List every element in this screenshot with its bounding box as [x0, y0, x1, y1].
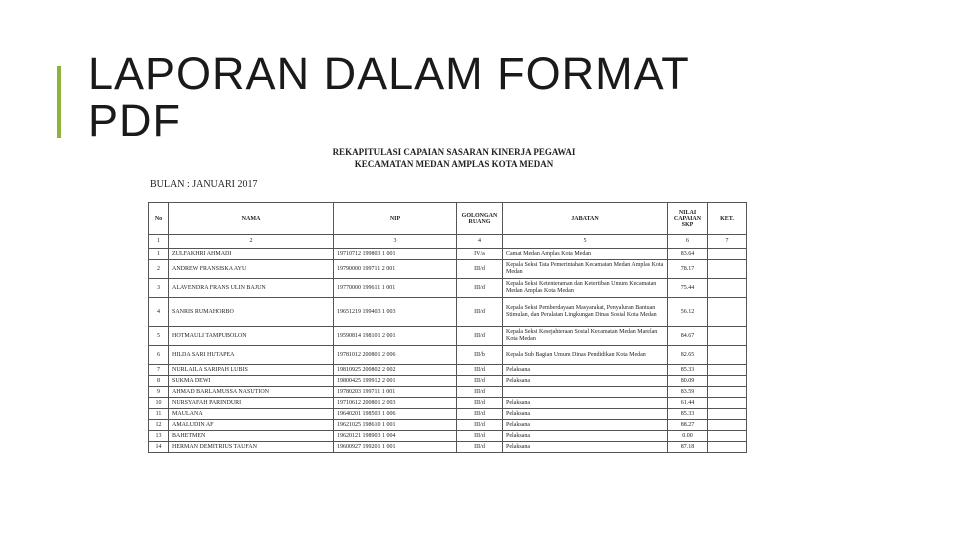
- employee-position: Pelaksana: [503, 442, 668, 453]
- row-number: 14: [149, 442, 169, 453]
- skp-score: 61.44: [668, 398, 708, 409]
- employee-nip: 19780203 199711 1 001: [334, 387, 457, 398]
- remark: [708, 409, 747, 420]
- employee-rank: III/d: [457, 420, 503, 431]
- remark: [708, 327, 747, 346]
- skp-score: 56.12: [668, 298, 708, 327]
- table-row: [149, 346, 747, 365]
- table-row: [149, 298, 747, 327]
- row-number: 7: [149, 365, 169, 376]
- skp-score: 75.44: [668, 279, 708, 298]
- table-row: [149, 249, 747, 260]
- remark: [708, 398, 747, 409]
- employee-nip: 19790000 199711 2 001: [334, 260, 457, 279]
- employee-name: SUKMA DEWI: [169, 376, 334, 387]
- employee-position: Kepala Seksi Kesejahteraan Sosial Kecamatan Medan Marelan Kota Medan: [503, 327, 668, 346]
- table-row: [149, 442, 747, 453]
- employee-rank: III/d: [457, 279, 503, 298]
- table-row: [149, 387, 747, 398]
- employee-rank: III/d: [457, 431, 503, 442]
- table-row: [149, 260, 747, 279]
- row-number: 3: [149, 279, 169, 298]
- report-table: [148, 202, 747, 453]
- document-header-line2: KECAMATAN MEDAN AMPLAS KOTA MEDAN: [354, 159, 554, 169]
- employee-nip: 19710712 199803 1 001: [334, 249, 457, 260]
- row-number: 11: [149, 409, 169, 420]
- employee-name: NURSYAFAH PARINDURI: [169, 398, 334, 409]
- row-number: 1: [149, 249, 169, 260]
- skp-score: 82.65: [668, 346, 708, 365]
- employee-name: HILDA SARI HUTAPEA: [169, 346, 334, 365]
- employee-rank: III/d: [457, 442, 503, 453]
- row-number: 4: [149, 298, 169, 327]
- slide-title: LAPORAN DALAM FORMAT PDF: [88, 48, 689, 146]
- employee-nip: 19621025 198610 1 001: [334, 420, 457, 431]
- column-header: No: [149, 203, 169, 235]
- table-row: [149, 365, 747, 376]
- table-row: [149, 409, 747, 420]
- column-number: 7: [708, 235, 747, 249]
- skp-score: 78.17: [668, 260, 708, 279]
- employee-name: AHMAD BARLAMUSSA NASUTION: [169, 387, 334, 398]
- employee-position: Kepala Seksi Pemberdayaan Masyarakat, Penyaluran Bantuan Stimulan, dan Peralatan Lingkungan Dinas Sosial Kota Medan: [503, 298, 668, 327]
- column-header: NIP: [334, 203, 457, 235]
- employee-rank: III/d: [457, 365, 503, 376]
- row-number: 12: [149, 420, 169, 431]
- remark: [708, 420, 747, 431]
- employee-nip: 19710612 200801 2 003: [334, 398, 457, 409]
- table-row: [149, 279, 747, 298]
- table-row: [149, 376, 747, 387]
- employee-name: SANRIS RUMAHORBO: [169, 298, 334, 327]
- row-number: 10: [149, 398, 169, 409]
- employee-position: Pelaksana: [503, 365, 668, 376]
- employee-rank: III/d: [457, 387, 503, 398]
- employee-position: Pelaksana: [503, 431, 668, 442]
- employee-position: Pelaksana: [503, 376, 668, 387]
- employee-nip: 19781012 200801 2 006: [334, 346, 457, 365]
- row-number: 2: [149, 260, 169, 279]
- column-number: 2: [169, 235, 334, 249]
- employee-name: ANDREW FRANSISKA AYU: [169, 260, 334, 279]
- employee-position: [503, 387, 668, 398]
- employee-name: HERMAN DEMITRIUS TAUFAN: [169, 442, 334, 453]
- column-number-row: [149, 235, 747, 249]
- employee-nip: 19590814 198101 2 001: [334, 327, 457, 346]
- employee-nip: 19651219 199403 1 003: [334, 298, 457, 327]
- row-number: 9: [149, 387, 169, 398]
- employee-position: Kepala Seksi Ketenteraman dan Ketertiban Umum Kecamatan Medan Amplas Kota Medan: [503, 279, 668, 298]
- employee-rank: III/d: [457, 298, 503, 327]
- employee-name: ALAVENDRA FRANS ULIN BAJUN: [169, 279, 334, 298]
- table-header-row: [149, 203, 747, 235]
- skp-score: 84.67: [668, 327, 708, 346]
- employee-position: Pelaksana: [503, 409, 668, 420]
- employee-nip: 19770000 199611 1 001: [334, 279, 457, 298]
- skp-score: 0.00: [668, 431, 708, 442]
- row-number: 13: [149, 431, 169, 442]
- employee-position: Kepala Sub Bagian Umum Dinas Pendidikan Kota Medan: [503, 346, 668, 365]
- remark: [708, 298, 747, 327]
- employee-nip: 19640201 198503 1 006: [334, 409, 457, 420]
- row-number: 6: [149, 346, 169, 365]
- column-header: NILAI CAPAIAN SKP: [668, 203, 708, 235]
- remark: [708, 249, 747, 260]
- skp-score: 85.33: [668, 365, 708, 376]
- column-header: GOLONGAN RUANG: [457, 203, 503, 235]
- employee-nip: 19810925 200802 2 002: [334, 365, 457, 376]
- remark: [708, 387, 747, 398]
- employee-rank: III/d: [457, 409, 503, 420]
- employee-rank: III/d: [457, 398, 503, 409]
- skp-score: 87.18: [668, 442, 708, 453]
- table-row: [149, 327, 747, 346]
- employee-rank: IV/a: [457, 249, 503, 260]
- row-number: 5: [149, 327, 169, 346]
- employee-rank: III/d: [457, 327, 503, 346]
- skp-score: 85.33: [668, 409, 708, 420]
- report-month: BULAN : JANUARI 2017: [150, 179, 258, 190]
- column-number: 3: [334, 235, 457, 249]
- employee-rank: III/d: [457, 376, 503, 387]
- document-header: [148, 146, 760, 170]
- employee-position: Camat Medan Amplas Kota Medan: [503, 249, 668, 260]
- skp-score: 83.59: [668, 387, 708, 398]
- column-number: 5: [503, 235, 668, 249]
- skp-score: 80.09: [668, 376, 708, 387]
- employee-name: ZULFAKHRI AHMADI: [169, 249, 334, 260]
- column-number: 1: [149, 235, 169, 249]
- employee-name: NURLAILA SARIPAH LUBIS: [169, 365, 334, 376]
- row-number: 8: [149, 376, 169, 387]
- document-header-line1: REKAPITULASI CAPAIAN SASARAN KINERJA PEGAWAI: [332, 147, 576, 157]
- title-accent-bar: [57, 66, 61, 138]
- remark: [708, 376, 747, 387]
- employee-position: Pelaksana: [503, 398, 668, 409]
- employee-nip: 19600927 199201 1 001: [334, 442, 457, 453]
- column-header: NAMA: [169, 203, 334, 235]
- employee-nip: 19620121 198903 1 004: [334, 431, 457, 442]
- employee-position: Pelaksana: [503, 420, 668, 431]
- table-row: [149, 420, 747, 431]
- remark: [708, 431, 747, 442]
- table-row: [149, 431, 747, 442]
- remark: [708, 346, 747, 365]
- column-header: JABATAN: [503, 203, 668, 235]
- employee-position: Kepala Seksi Tata Pemerintahan Kecamatan Medan Amplas Kota Medan: [503, 260, 668, 279]
- column-number: 4: [457, 235, 503, 249]
- employee-name: AMALUDIN AF: [169, 420, 334, 431]
- remark: [708, 365, 747, 376]
- column-number: 6: [668, 235, 708, 249]
- remark: [708, 260, 747, 279]
- remark: [708, 442, 747, 453]
- employee-rank: III/b: [457, 346, 503, 365]
- employee-name: MAULANA: [169, 409, 334, 420]
- skp-score: 83.64: [668, 249, 708, 260]
- column-header: KET.: [708, 203, 747, 235]
- skp-score: 88.27: [668, 420, 708, 431]
- employee-name: BAHETMEN: [169, 431, 334, 442]
- employee-name: HOTMAULI TAMPUBOLON: [169, 327, 334, 346]
- employee-rank: III/d: [457, 260, 503, 279]
- remark: [708, 279, 747, 298]
- table-row: [149, 398, 747, 409]
- employee-nip: 19800425 199912 2 001: [334, 376, 457, 387]
